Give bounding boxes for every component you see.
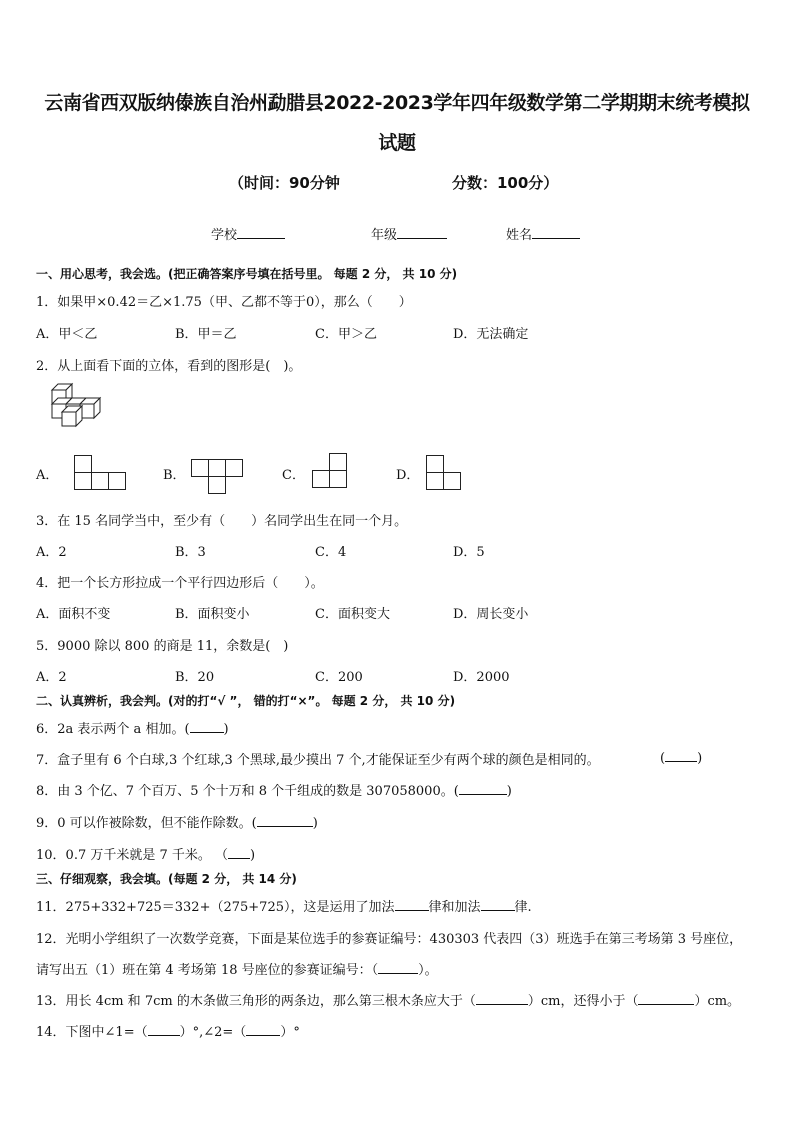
question-13	[36, 990, 740, 1009]
exam-time: （时间：90分钟	[229, 174, 340, 192]
school-field[interactable]	[211, 224, 285, 243]
question-6-text: 6．2a 表示两个 a 相加。(	[36, 722, 190, 737]
q4-option-b[interactable]: B．面积变小	[175, 607, 250, 622]
q2-option-c-shape[interactable]	[312, 453, 350, 491]
question-11-text-b: 律和加法	[428, 900, 481, 915]
question-9	[36, 812, 318, 831]
question-12-text-c: ）。	[418, 963, 438, 978]
question-12-line2	[36, 959, 438, 978]
q5-option-d[interactable]: D．2000	[453, 670, 510, 685]
question-11	[36, 896, 532, 915]
q8-answer-blank[interactable]	[459, 782, 507, 795]
q9-close: )	[312, 816, 318, 831]
q2-option-c-label[interactable]: C．	[282, 468, 305, 483]
q1-option-c[interactable]: C．甲＞乙	[315, 327, 377, 342]
question-5: 5．9000 除以 800 的商是 11，余数是( )	[36, 639, 289, 654]
question-14-text-a: 14．下图中∠1=（	[36, 1025, 148, 1040]
section1-heading: 一、用心思考，我会选。(把正确答案序号填在括号里。 每题 2 分， 共 10 分)	[36, 267, 458, 281]
q5-option-b[interactable]: B．20	[175, 670, 215, 685]
section2-heading: 二、认真辨析，我会判。(对的打“√ ”， 错的打“×”。 每题 2 分， 共 10 分)	[36, 694, 456, 708]
q9-answer-blank[interactable]	[257, 814, 313, 827]
name-field[interactable]	[506, 224, 580, 243]
question-12-text-b: 请写出五（1）班在第 4 考场第 18 号座位的参赛证编号：（	[36, 963, 379, 978]
q2-option-d-label[interactable]: D．	[396, 468, 420, 483]
cube-stack-figure	[48, 382, 114, 434]
q10-answer-blank[interactable]	[228, 846, 250, 859]
question-7: 7．盒子里有 6 个白球,3 个红球,3 个黑球,最少摸出 7 个,才能保证至少有两个球的颜色是相同的。	[36, 753, 600, 768]
q7-answer[interactable]: ( )	[660, 751, 703, 766]
q2-option-b-label[interactable]: B．	[163, 468, 186, 483]
q8-close: )	[506, 784, 512, 799]
question-13-text-c: ）cm。	[694, 994, 741, 1009]
question-14-text-c: ）°	[280, 1025, 300, 1040]
question-12-line1: 12．光明小学组织了一次数学竞赛，下面是某位选手的参赛证编号：430303 代表四（3）班选手在第三考场第 3 号座位，	[36, 932, 743, 947]
q1-option-b[interactable]: B．甲＝乙	[175, 327, 237, 342]
question-10	[36, 844, 255, 863]
q3-option-b[interactable]: B．3	[175, 545, 206, 560]
q1-option-a[interactable]: A．甲＜乙	[36, 327, 98, 342]
q5-option-a[interactable]: A．2	[36, 670, 67, 685]
q13-blank-1[interactable]	[476, 992, 528, 1005]
grade-label: 年级	[371, 228, 398, 243]
question-1: 1．如果甲×0.42＝乙×1.75（甲、乙都不等于0），那么（ ）	[36, 295, 412, 310]
q2-option-a-label[interactable]: A．	[36, 468, 59, 483]
q4-option-a[interactable]: A．面积不变	[36, 607, 111, 622]
q10-close: )	[250, 848, 256, 863]
name-label: 姓名	[506, 228, 533, 243]
section3-heading: 三、仔细观察，我会填。(每题 2 分， 共 14 分)	[36, 872, 297, 886]
question-14	[36, 1021, 300, 1040]
q2-option-d-shape[interactable]	[426, 455, 464, 493]
q7-answer-blank[interactable]	[665, 749, 697, 762]
question-13-text-b: ）cm，还得小于（	[527, 994, 639, 1009]
q3-option-a[interactable]: A．2	[36, 545, 67, 560]
question-8-text: 8．由 3 个亿、7 个百万、5 个十万和 8 个千组成的数是 307058000。(	[36, 784, 459, 799]
exam-title-line1: 云南省西双版纳傣族自治州勐腊县2022-2023学年四年级数学第二学期期末统考模拟	[44, 92, 750, 114]
q7-close: )	[697, 751, 703, 766]
q14-blank-1[interactable]	[148, 1023, 180, 1036]
question-9-text: 9．0 可以作被除数，但不能作除数。(	[36, 816, 257, 831]
question-6	[36, 718, 229, 737]
q11-blank-1[interactable]	[395, 898, 429, 911]
q6-answer-blank[interactable]	[190, 720, 224, 733]
question-14-text-b: ）°,∠2=（	[179, 1025, 247, 1040]
question-11-text-c: 律.	[514, 900, 532, 915]
q2-option-a-shape[interactable]	[74, 455, 128, 491]
question-2: 2．从上面看下面的立体，看到的图形是( )。	[36, 359, 302, 374]
q4-option-d[interactable]: D．周长变小	[453, 607, 529, 622]
school-label: 学校	[211, 228, 238, 243]
grade-field[interactable]	[371, 224, 447, 243]
exam-score: 分数：100分）	[452, 174, 559, 192]
question-13-text-a: 13．用长 4cm 和 7cm 的木条做三角形的两条边，那么第三根木条应大于（	[36, 994, 476, 1009]
question-8	[36, 780, 512, 799]
question-10-text: 10．0.7 万千米就是 7 千米。 （	[36, 848, 229, 863]
q5-option-c[interactable]: C．200	[315, 670, 363, 685]
q2-option-b-shape[interactable]	[191, 459, 245, 497]
q12-answer-blank[interactable]	[378, 961, 418, 974]
q3-option-c[interactable]: C．4	[315, 545, 347, 560]
q6-close: )	[223, 722, 229, 737]
question-11-text-a: 11．275+332+725＝332+（275+725），这是运用了加法	[36, 900, 395, 915]
question-4: 4．把一个长方形拉成一个平行四边形后（ ）。	[36, 576, 324, 591]
q14-blank-2[interactable]	[246, 1023, 280, 1036]
q11-blank-2[interactable]	[481, 898, 515, 911]
q4-option-c[interactable]: C．面积变大	[315, 607, 390, 622]
question-3: 3．在 15 名同学当中，至少有（ ）名同学出生在同一个月。	[36, 514, 408, 529]
q1-option-d[interactable]: D．无法确定	[453, 327, 529, 342]
exam-title-line2: 试题	[378, 132, 416, 154]
q3-option-d[interactable]: D．5	[453, 545, 485, 560]
q13-blank-2[interactable]	[638, 992, 694, 1005]
